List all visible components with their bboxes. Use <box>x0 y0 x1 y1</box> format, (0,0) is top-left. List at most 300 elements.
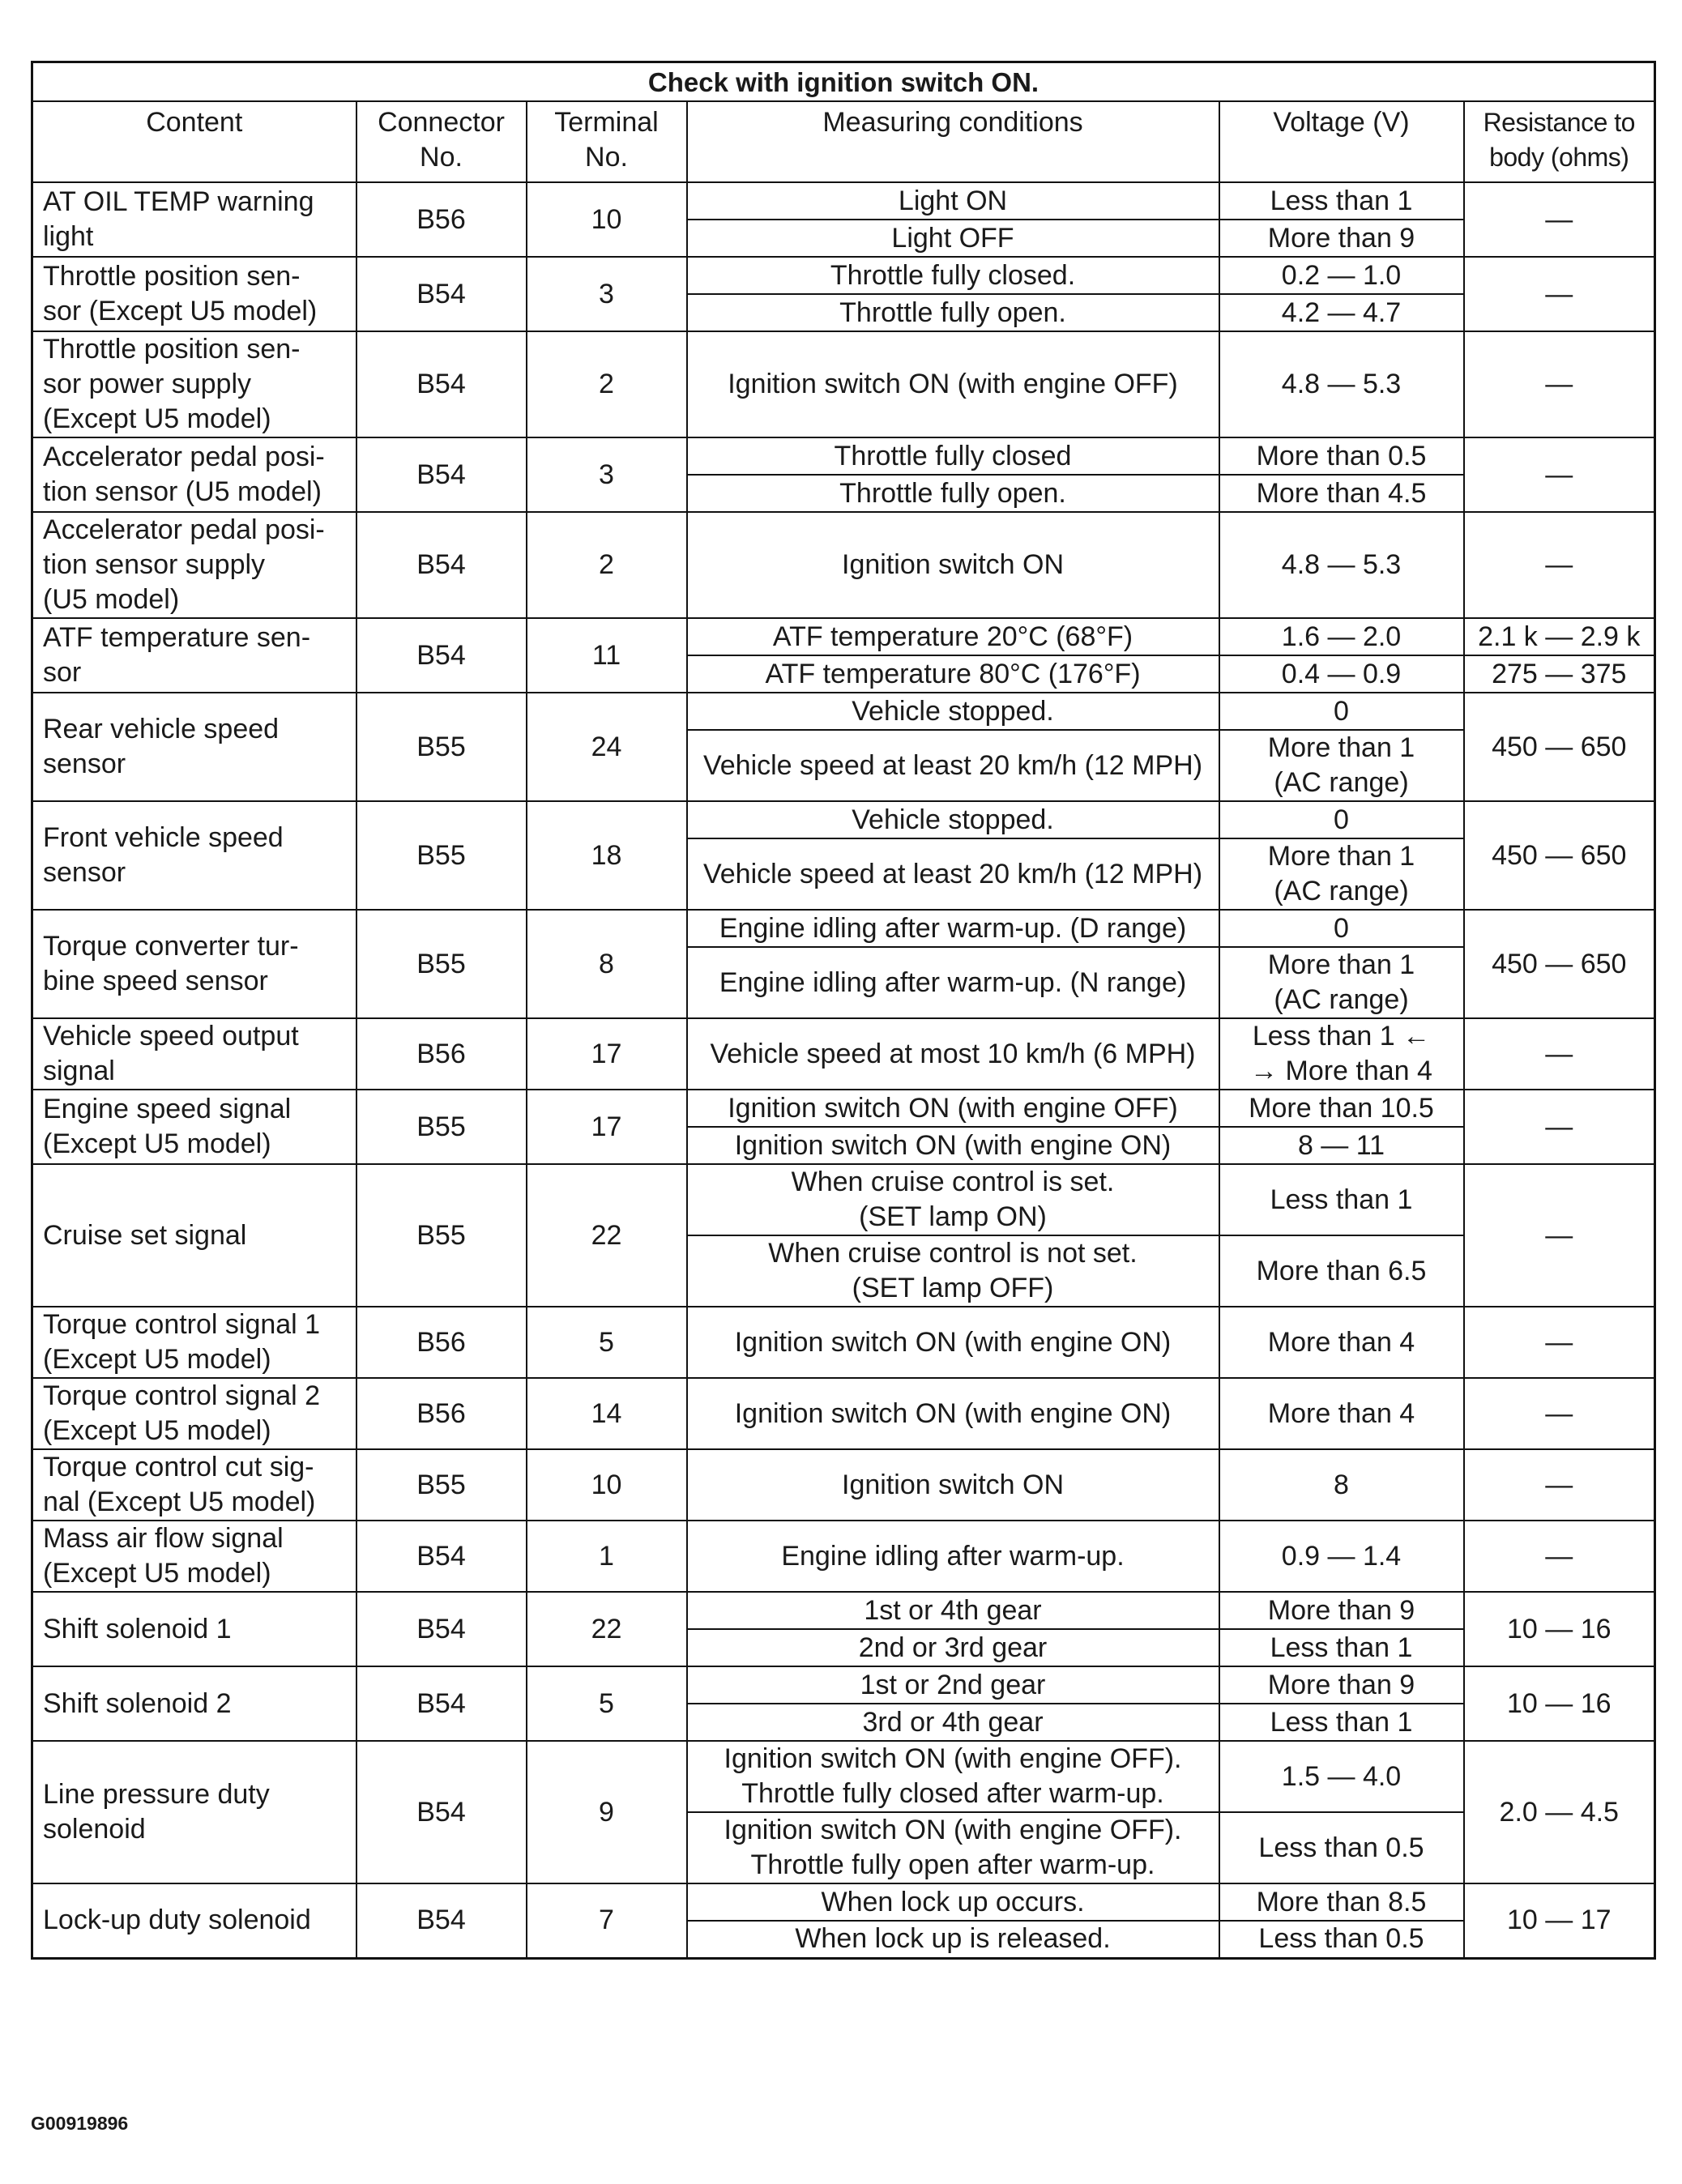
text-line: Ignition switch ON (with engine OFF). <box>724 1743 1182 1774</box>
text-line: 0 <box>1334 912 1349 944</box>
text-line: Torque control cut sig- <box>43 1452 314 1482</box>
cell-connector: B55 <box>356 1164 527 1307</box>
cell-content <box>32 182 356 257</box>
cell-measuring-condition <box>687 1307 1219 1378</box>
cell-resistance <box>1464 910 1655 1018</box>
cell-measuring-condition <box>687 1235 1219 1307</box>
cell-measuring-condition <box>687 655 1219 693</box>
header-resistance <box>1464 101 1655 182</box>
text-line: 450 — 650 <box>1492 948 1627 979</box>
text-line: Engine idling after warm-up. (N range) <box>719 966 1187 998</box>
text-line: Light ON <box>898 185 1008 216</box>
cell-resistance <box>1464 257 1655 331</box>
text-line: Resistance to <box>1483 108 1635 137</box>
header-measuring-conditions <box>687 101 1219 182</box>
cell-measuring-condition <box>687 618 1219 655</box>
text-line: Ignition switch ON (with engine OFF) <box>728 369 1178 399</box>
text-line: solenoid <box>43 1814 146 1845</box>
text-line: sor power supply <box>43 369 252 399</box>
text-line: → More than 4 <box>1250 1056 1432 1086</box>
text-line: Throttle fully closed. <box>830 259 1076 291</box>
cell-measuring-condition <box>687 331 1219 437</box>
text-line: Ignition switch ON (with engine OFF) <box>728 1092 1178 1124</box>
cell-connector: B54 <box>356 512 527 618</box>
table-row <box>32 1883 1655 1921</box>
cell-measuring-condition <box>687 1666 1219 1704</box>
text-line: Ignition switch ON (with engine ON) <box>734 1326 1172 1358</box>
text-line: — <box>1545 369 1573 399</box>
text-line: (Except U5 model) <box>43 403 271 434</box>
text-line: Vehicle speed at least 20 km/h (12 MPH) <box>702 858 1203 889</box>
cell-voltage <box>1219 947 1464 1018</box>
cell-measuring-condition <box>687 1883 1219 1921</box>
text-line: 0 <box>1334 695 1349 727</box>
text-line: Engine idling after warm-up. <box>781 1540 1125 1572</box>
cell-measuring-condition <box>687 838 1219 910</box>
cell-voltage <box>1219 1090 1464 1127</box>
cell-voltage <box>1219 1307 1464 1378</box>
text-line: bine speed sensor <box>43 966 268 996</box>
cell-voltage <box>1219 182 1464 220</box>
cell-voltage <box>1219 437 1464 475</box>
cell-voltage <box>1219 475 1464 512</box>
text-line: sor (Except U5 model) <box>43 296 318 326</box>
text-line: — <box>1545 1038 1573 1069</box>
text-line: 8 — 11 <box>1297 1129 1385 1161</box>
cell-voltage <box>1219 1704 1464 1741</box>
cell-measuring-condition <box>687 910 1219 947</box>
cell-terminal: 3 <box>527 437 687 512</box>
cell-resistance <box>1464 1018 1655 1090</box>
text-line: 0.9 — 1.4 <box>1281 1540 1402 1572</box>
text-line: Throttle fully open after warm-up. <box>750 1849 1155 1880</box>
text-line: (Except U5 model) <box>43 1344 271 1375</box>
cell-terminal: 9 <box>527 1741 687 1883</box>
cell-voltage <box>1219 730 1464 801</box>
text-line: — <box>1545 1540 1573 1572</box>
cell-content <box>32 257 356 331</box>
cell-connector: B55 <box>356 1449 527 1521</box>
cell-resistance <box>1464 1521 1655 1592</box>
text-line: 1.5 — 4.0 <box>1281 1760 1402 1792</box>
cell-content <box>32 910 356 1018</box>
text-line: 10 — 16 <box>1506 1613 1612 1644</box>
text-line: Throttle position sen- <box>43 334 301 365</box>
table-row <box>32 618 1655 655</box>
text-line: Less than 1 <box>1270 185 1413 216</box>
text-line: Torque converter tur- <box>43 931 299 962</box>
text-line: No. <box>420 142 463 173</box>
cell-terminal: 14 <box>527 1378 687 1449</box>
cell-voltage <box>1219 1235 1464 1307</box>
cell-measuring-condition <box>687 1592 1219 1629</box>
cell-voltage <box>1219 1812 1464 1883</box>
text-line: Less than 0.5 <box>1258 1832 1424 1863</box>
cell-measuring-condition <box>687 1449 1219 1521</box>
text-line: (Except U5 model) <box>43 1558 271 1589</box>
cell-resistance <box>1464 512 1655 618</box>
text-line: 10 — 17 <box>1506 1905 1612 1936</box>
text-line: nal (Except U5 model) <box>43 1487 316 1517</box>
text-line: Throttle fully closed after warm-up. <box>741 1778 1164 1809</box>
cell-resistance <box>1464 1378 1655 1449</box>
cell-content <box>32 331 356 437</box>
cell-connector: B56 <box>356 182 527 257</box>
table-row <box>32 1521 1655 1592</box>
cell-resistance <box>1464 655 1655 693</box>
cell-measuring-condition <box>687 437 1219 475</box>
cell-measuring-condition <box>687 1164 1219 1235</box>
cell-terminal: 10 <box>527 1449 687 1521</box>
text-line: 4.8 — 5.3 <box>1281 549 1402 580</box>
figure-id: G00919896 <box>31 2113 129 2134</box>
cell-content <box>32 693 356 801</box>
text-line: Less than 1 <box>1270 1184 1413 1215</box>
cell-voltage <box>1219 655 1464 693</box>
cell-voltage <box>1219 801 1464 838</box>
cell-resistance <box>1464 437 1655 512</box>
text-line: Measuring conditions <box>822 107 1083 138</box>
cell-measuring-condition <box>687 257 1219 294</box>
text-line: More than 1 <box>1267 732 1415 763</box>
text-line: ATF temperature 80°C (176°F) <box>765 658 1141 689</box>
cell-resistance <box>1464 1741 1655 1883</box>
cell-voltage <box>1219 1883 1464 1921</box>
cell-voltage <box>1219 693 1464 730</box>
text-line: 2nd or 3rd gear <box>858 1632 1048 1663</box>
cell-measuring-condition <box>687 1521 1219 1592</box>
text-line: Connector <box>378 107 505 138</box>
table-row <box>32 801 1655 838</box>
text-line: 1st or 2nd gear <box>860 1669 1046 1700</box>
text-line: — <box>1545 203 1573 235</box>
text-line: 2.0 — 4.5 <box>1499 1796 1619 1828</box>
text-line: — <box>1545 1219 1573 1251</box>
text-line: More than 8.5 <box>1256 1886 1427 1917</box>
text-line: (AC range) <box>1274 876 1409 906</box>
text-line: Ignition switch ON <box>842 549 1064 580</box>
text-line: More than 9 <box>1267 1669 1415 1700</box>
text-line: More than 4 <box>1267 1397 1415 1429</box>
text-line: Line pressure duty <box>43 1779 270 1810</box>
text-line: Engine speed signal <box>43 1094 292 1124</box>
cell-terminal: 22 <box>527 1164 687 1307</box>
cell-terminal: 24 <box>527 693 687 801</box>
text-line: Engine idling after warm-up. (D range) <box>719 912 1187 944</box>
table-row <box>32 1592 1655 1629</box>
text-line: More than 0.5 <box>1256 440 1427 471</box>
text-line: tion sensor supply <box>43 549 266 580</box>
cell-connector: B54 <box>356 1741 527 1883</box>
table-row <box>32 1449 1655 1521</box>
header-terminal-no <box>527 101 687 182</box>
header-voltage <box>1219 101 1464 182</box>
text-line: Less than 1 <box>1270 1706 1413 1738</box>
cell-content <box>32 1521 356 1592</box>
table-row <box>32 331 1655 437</box>
text-line: Torque control signal 1 <box>43 1309 321 1340</box>
text-line: light <box>43 221 94 252</box>
cell-content <box>32 1883 356 1958</box>
cell-connector: B55 <box>356 910 527 1018</box>
cell-connector: B54 <box>356 618 527 693</box>
text-line: 3rd or 4th gear <box>862 1706 1044 1738</box>
text-line: 0 <box>1334 804 1349 835</box>
cell-measuring-condition <box>687 1629 1219 1666</box>
text-line: (Except U5 model) <box>43 1415 271 1446</box>
cell-voltage <box>1219 1127 1464 1164</box>
text-line: Less than 0.5 <box>1258 1923 1424 1955</box>
text-line: More than 6.5 <box>1256 1255 1427 1286</box>
cell-voltage <box>1219 1164 1464 1235</box>
text-line: Ignition switch ON (with engine ON) <box>734 1129 1172 1161</box>
text-line: 8 <box>1334 1469 1349 1500</box>
cell-connector: B55 <box>356 693 527 801</box>
table-row <box>32 1378 1655 1449</box>
table-row <box>32 182 1655 220</box>
cell-connector: B54 <box>356 331 527 437</box>
text-line: body (ohms) <box>1489 143 1629 172</box>
cell-measuring-condition <box>687 1741 1219 1812</box>
cell-voltage <box>1219 1592 1464 1629</box>
text-line: signal <box>43 1056 115 1086</box>
cell-voltage <box>1219 910 1464 947</box>
text-line: (SET lamp OFF) <box>852 1273 1054 1303</box>
cell-measuring-condition <box>687 512 1219 618</box>
cell-connector: B55 <box>356 1090 527 1164</box>
table-row <box>32 1666 1655 1704</box>
text-line: Throttle fully open. <box>839 477 1066 509</box>
text-line: ATF temperature sen- <box>43 622 311 653</box>
text-line: Cruise set signal <box>43 1219 247 1251</box>
text-line: More than 9 <box>1267 222 1415 254</box>
cell-terminal: 18 <box>527 801 687 910</box>
cell-terminal: 7 <box>527 1883 687 1958</box>
table-title: Check with ignition switch ON. <box>32 62 1655 102</box>
text-line: (U5 model) <box>43 584 180 615</box>
cell-terminal: 2 <box>527 331 687 437</box>
table-row <box>32 1741 1655 1812</box>
text-line: More than 4 <box>1267 1326 1415 1358</box>
cell-terminal: 10 <box>527 182 687 257</box>
text-line: Mass air flow signal <box>43 1523 284 1554</box>
cell-voltage <box>1219 331 1464 437</box>
cell-connector: B54 <box>356 1666 527 1741</box>
text-line: 4.8 — 5.3 <box>1281 369 1402 399</box>
cell-resistance <box>1464 1449 1655 1521</box>
cell-voltage <box>1219 1521 1464 1592</box>
header-content <box>32 101 356 182</box>
table-row <box>32 1018 1655 1090</box>
text-line: When lock up occurs. <box>821 1886 1085 1917</box>
cell-voltage <box>1219 1378 1464 1449</box>
cell-voltage <box>1219 220 1464 257</box>
text-line: Torque control signal 2 <box>43 1380 321 1411</box>
column-header-row <box>32 101 1655 182</box>
cell-voltage <box>1219 257 1464 294</box>
cell-measuring-condition <box>687 947 1219 1018</box>
terminal-check-table <box>31 61 1656 1960</box>
text-line: Less than 1 ← <box>1252 1021 1431 1051</box>
cell-voltage <box>1219 1666 1464 1704</box>
text-line: Vehicle speed at most 10 km/h (6 MPH) <box>710 1038 1196 1069</box>
text-line: More than 9 <box>1267 1594 1415 1626</box>
cell-connector: B54 <box>356 1883 527 1958</box>
text-line: (AC range) <box>1274 984 1409 1015</box>
text-line: 4.2 — 4.7 <box>1281 296 1402 328</box>
text-line: (SET lamp ON) <box>859 1201 1047 1232</box>
text-line: sor <box>43 657 82 688</box>
cell-voltage <box>1219 1449 1464 1521</box>
text-line: — <box>1545 459 1573 490</box>
cell-resistance <box>1464 1307 1655 1378</box>
cell-resistance <box>1464 182 1655 257</box>
text-line: 1.6 — 2.0 <box>1281 621 1402 652</box>
text-line: — <box>1545 1469 1573 1500</box>
cell-resistance <box>1464 1592 1655 1666</box>
text-line: 0.4 — 0.9 <box>1281 658 1402 689</box>
cell-resistance <box>1464 1666 1655 1741</box>
text-line: 450 — 650 <box>1492 839 1627 871</box>
text-line: (AC range) <box>1274 767 1409 798</box>
text-line: Shift solenoid 2 <box>43 1687 232 1719</box>
text-line: — <box>1545 1397 1573 1429</box>
cell-measuring-condition <box>687 220 1219 257</box>
cell-content <box>32 1307 356 1378</box>
text-line: (Except U5 model) <box>43 1128 271 1159</box>
text-line: 0.2 — 1.0 <box>1281 259 1402 291</box>
text-line: — <box>1545 278 1573 309</box>
cell-connector: B54 <box>356 1521 527 1592</box>
cell-voltage <box>1219 838 1464 910</box>
text-line: 275 — 375 <box>1492 658 1627 689</box>
cell-connector: B54 <box>356 257 527 331</box>
cell-resistance <box>1464 693 1655 801</box>
text-line: Ignition switch ON (with engine ON) <box>734 1397 1172 1429</box>
text-line: Throttle fully closed <box>834 440 1072 471</box>
text-line: sensor <box>43 857 126 888</box>
cell-measuring-condition <box>687 1812 1219 1883</box>
cell-content <box>32 1592 356 1666</box>
cell-terminal: 17 <box>527 1090 687 1164</box>
cell-content <box>32 618 356 693</box>
text-line: More than 1 <box>1267 949 1415 980</box>
cell-terminal: 5 <box>527 1307 687 1378</box>
cell-measuring-condition <box>687 1378 1219 1449</box>
cell-measuring-condition <box>687 730 1219 801</box>
cell-terminal: 22 <box>527 1592 687 1666</box>
text-line: Shift solenoid 1 <box>43 1613 232 1644</box>
text-line: Light OFF <box>891 222 1014 254</box>
cell-content <box>32 1741 356 1883</box>
cell-measuring-condition <box>687 294 1219 331</box>
text-line: — <box>1545 1111 1573 1142</box>
cell-resistance <box>1464 618 1655 655</box>
text-line: Terminal <box>554 107 659 138</box>
text-line: Ignition switch ON <box>842 1469 1064 1500</box>
text-line: Throttle position sen- <box>43 261 301 292</box>
text-line: Voltage (V) <box>1273 107 1410 138</box>
text-line: sensor <box>43 749 126 779</box>
header-connector-no <box>356 101 527 182</box>
text-line: Accelerator pedal posi- <box>43 514 325 545</box>
cell-voltage <box>1219 1018 1464 1090</box>
table-row <box>32 437 1655 475</box>
text-line: Less than 1 <box>1270 1632 1413 1663</box>
cell-connector: B54 <box>356 1592 527 1666</box>
cell-content <box>32 1666 356 1741</box>
text-line: More than 1 <box>1267 841 1415 872</box>
cell-resistance <box>1464 801 1655 910</box>
cell-voltage <box>1219 618 1464 655</box>
text-line: — <box>1545 1326 1573 1358</box>
cell-measuring-condition <box>687 1090 1219 1127</box>
text-line: Throttle fully open. <box>839 296 1066 328</box>
table-row <box>32 693 1655 730</box>
text-line: When cruise control is set. <box>791 1167 1115 1197</box>
cell-connector: B56 <box>356 1307 527 1378</box>
text-line: ATF temperature 20°C (68°F) <box>772 621 1133 652</box>
text-line: Lock-up duty solenoid <box>43 1905 311 1936</box>
diagnostic-table-sheet <box>31 61 1654 1960</box>
table-row <box>32 512 1655 618</box>
cell-resistance <box>1464 1883 1655 1958</box>
cell-voltage <box>1219 1629 1464 1666</box>
text-line: More than 10.5 <box>1249 1092 1434 1124</box>
cell-measuring-condition <box>687 182 1219 220</box>
table-row <box>32 1164 1655 1235</box>
cell-terminal: 3 <box>527 257 687 331</box>
cell-connector: B56 <box>356 1378 527 1449</box>
cell-voltage <box>1219 1921 1464 1958</box>
cell-voltage <box>1219 1741 1464 1812</box>
text-line: Vehicle speed at least 20 km/h (12 MPH) <box>702 749 1203 781</box>
text-line: Vehicle speed output <box>43 1021 299 1051</box>
table-row <box>32 257 1655 294</box>
text-line: 1st or 4th gear <box>864 1594 1042 1626</box>
cell-measuring-condition <box>687 1704 1219 1741</box>
text-line: No. <box>585 142 628 173</box>
text-line: 450 — 650 <box>1492 731 1627 762</box>
text-line: — <box>1545 549 1573 580</box>
cell-connector: B54 <box>356 437 527 512</box>
cell-terminal: 17 <box>527 1018 687 1090</box>
cell-content <box>32 437 356 512</box>
text-line: tion sensor (U5 model) <box>43 476 322 507</box>
cell-terminal: 11 <box>527 618 687 693</box>
cell-measuring-condition <box>687 1921 1219 1958</box>
cell-connector: B55 <box>356 801 527 910</box>
cell-content <box>32 1090 356 1164</box>
table-row <box>32 1090 1655 1127</box>
table-row <box>32 1307 1655 1378</box>
cell-measuring-condition <box>687 801 1219 838</box>
text-line: More than 4.5 <box>1256 477 1427 509</box>
cell-terminal: 5 <box>527 1666 687 1741</box>
text-line: Accelerator pedal posi- <box>43 441 325 472</box>
cell-measuring-condition <box>687 693 1219 730</box>
text-line: 2.1 k — 2.9 k <box>1478 621 1641 652</box>
cell-content <box>32 1449 356 1521</box>
cell-terminal: 1 <box>527 1521 687 1592</box>
text-line: 10 — 16 <box>1506 1687 1612 1719</box>
text-line: When cruise control is not set. <box>768 1238 1138 1269</box>
cell-content <box>32 512 356 618</box>
text-line: AT OIL TEMP warning <box>43 186 314 217</box>
cell-content <box>32 801 356 910</box>
cell-connector: B56 <box>356 1018 527 1090</box>
cell-content <box>32 1164 356 1307</box>
